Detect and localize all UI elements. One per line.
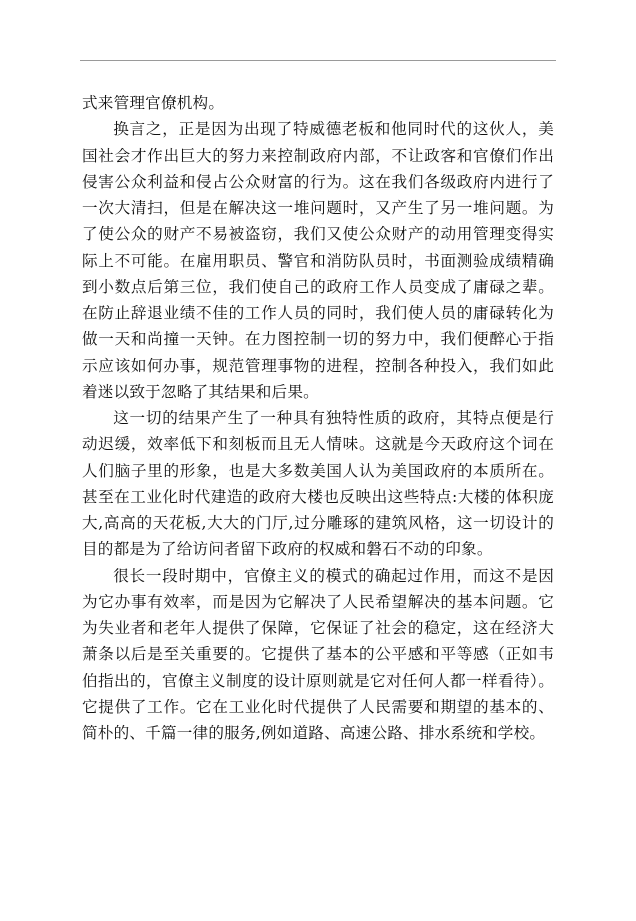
body-text	[82, 90, 554, 746]
paragraph-2: 换言之，正是因为出现了特威德老板和他同时代的这伙人，美国社会才作出巨大的努力来控制政府内部，不让政客和官僚们作出侵害公众利益和侵占公众财富的行为。这在我们各级政府内进行了一次大清扫，但是在解决这一堆问题时，又产生了另一堆问题。为了使公众的财产不易被盗窃，我们又使公众财产的动用管理变得实际上不可能。在雇用职员、警官和消防队员时，书面测验成绩精确到小数点后第三位，我们使自己的政府工作人员变成了庸碌之辈。在防止辞退业绩不佳的工作人员的同时，我们使人员的庸碌转化为做一天和尚撞一天钟。在力图控制一切的努力中，我们便醉心于指示应该如何办事，规范管理事物的进程，控制各种投入，我们如此着迷以致于忽略了其结果和后果。	[82, 120, 554, 401]
paragraph-4: 很长一段时期中，官僚主义的模式的确起过作用，而这不是因为它办事有效率，而是因为它解决了人民希望解决的基本问题。它为失业者和老年人提供了保障，它保证了社会的稳定，这在经济大萧条以后是至关重要的。它提供了基本的公平感和平等感（正如韦伯指出的，官僚主义制度的设计原则就是它对任何人都一样看待）。它提供了工作。它在工业化时代提供了人民需要和期望的基本的、简朴的、千篇一律的服务,例如道路、高速公路、排水系统和学校。	[82, 566, 554, 742]
paragraph-1: 式来管理官僚机构。	[82, 94, 225, 112]
header-rule	[80, 60, 556, 61]
paragraph-3: 这一切的结果产生了一种具有独特性质的政府，其特点便是行动迟缓，效率低下和刻板而且无人情味。这就是今天政府这个词在人们脑子里的形象，也是大多数美国人认为美国政府的本质所在。甚至在工业化时代建造的政府大楼也反映出这些特点:大楼的体积庞大,高高的天花板,大大的门厅,过分雕琢的建筑风格，这一切设计的目的都是为了给访问者留下政府的权威和磐石不动的印象。	[82, 409, 554, 559]
